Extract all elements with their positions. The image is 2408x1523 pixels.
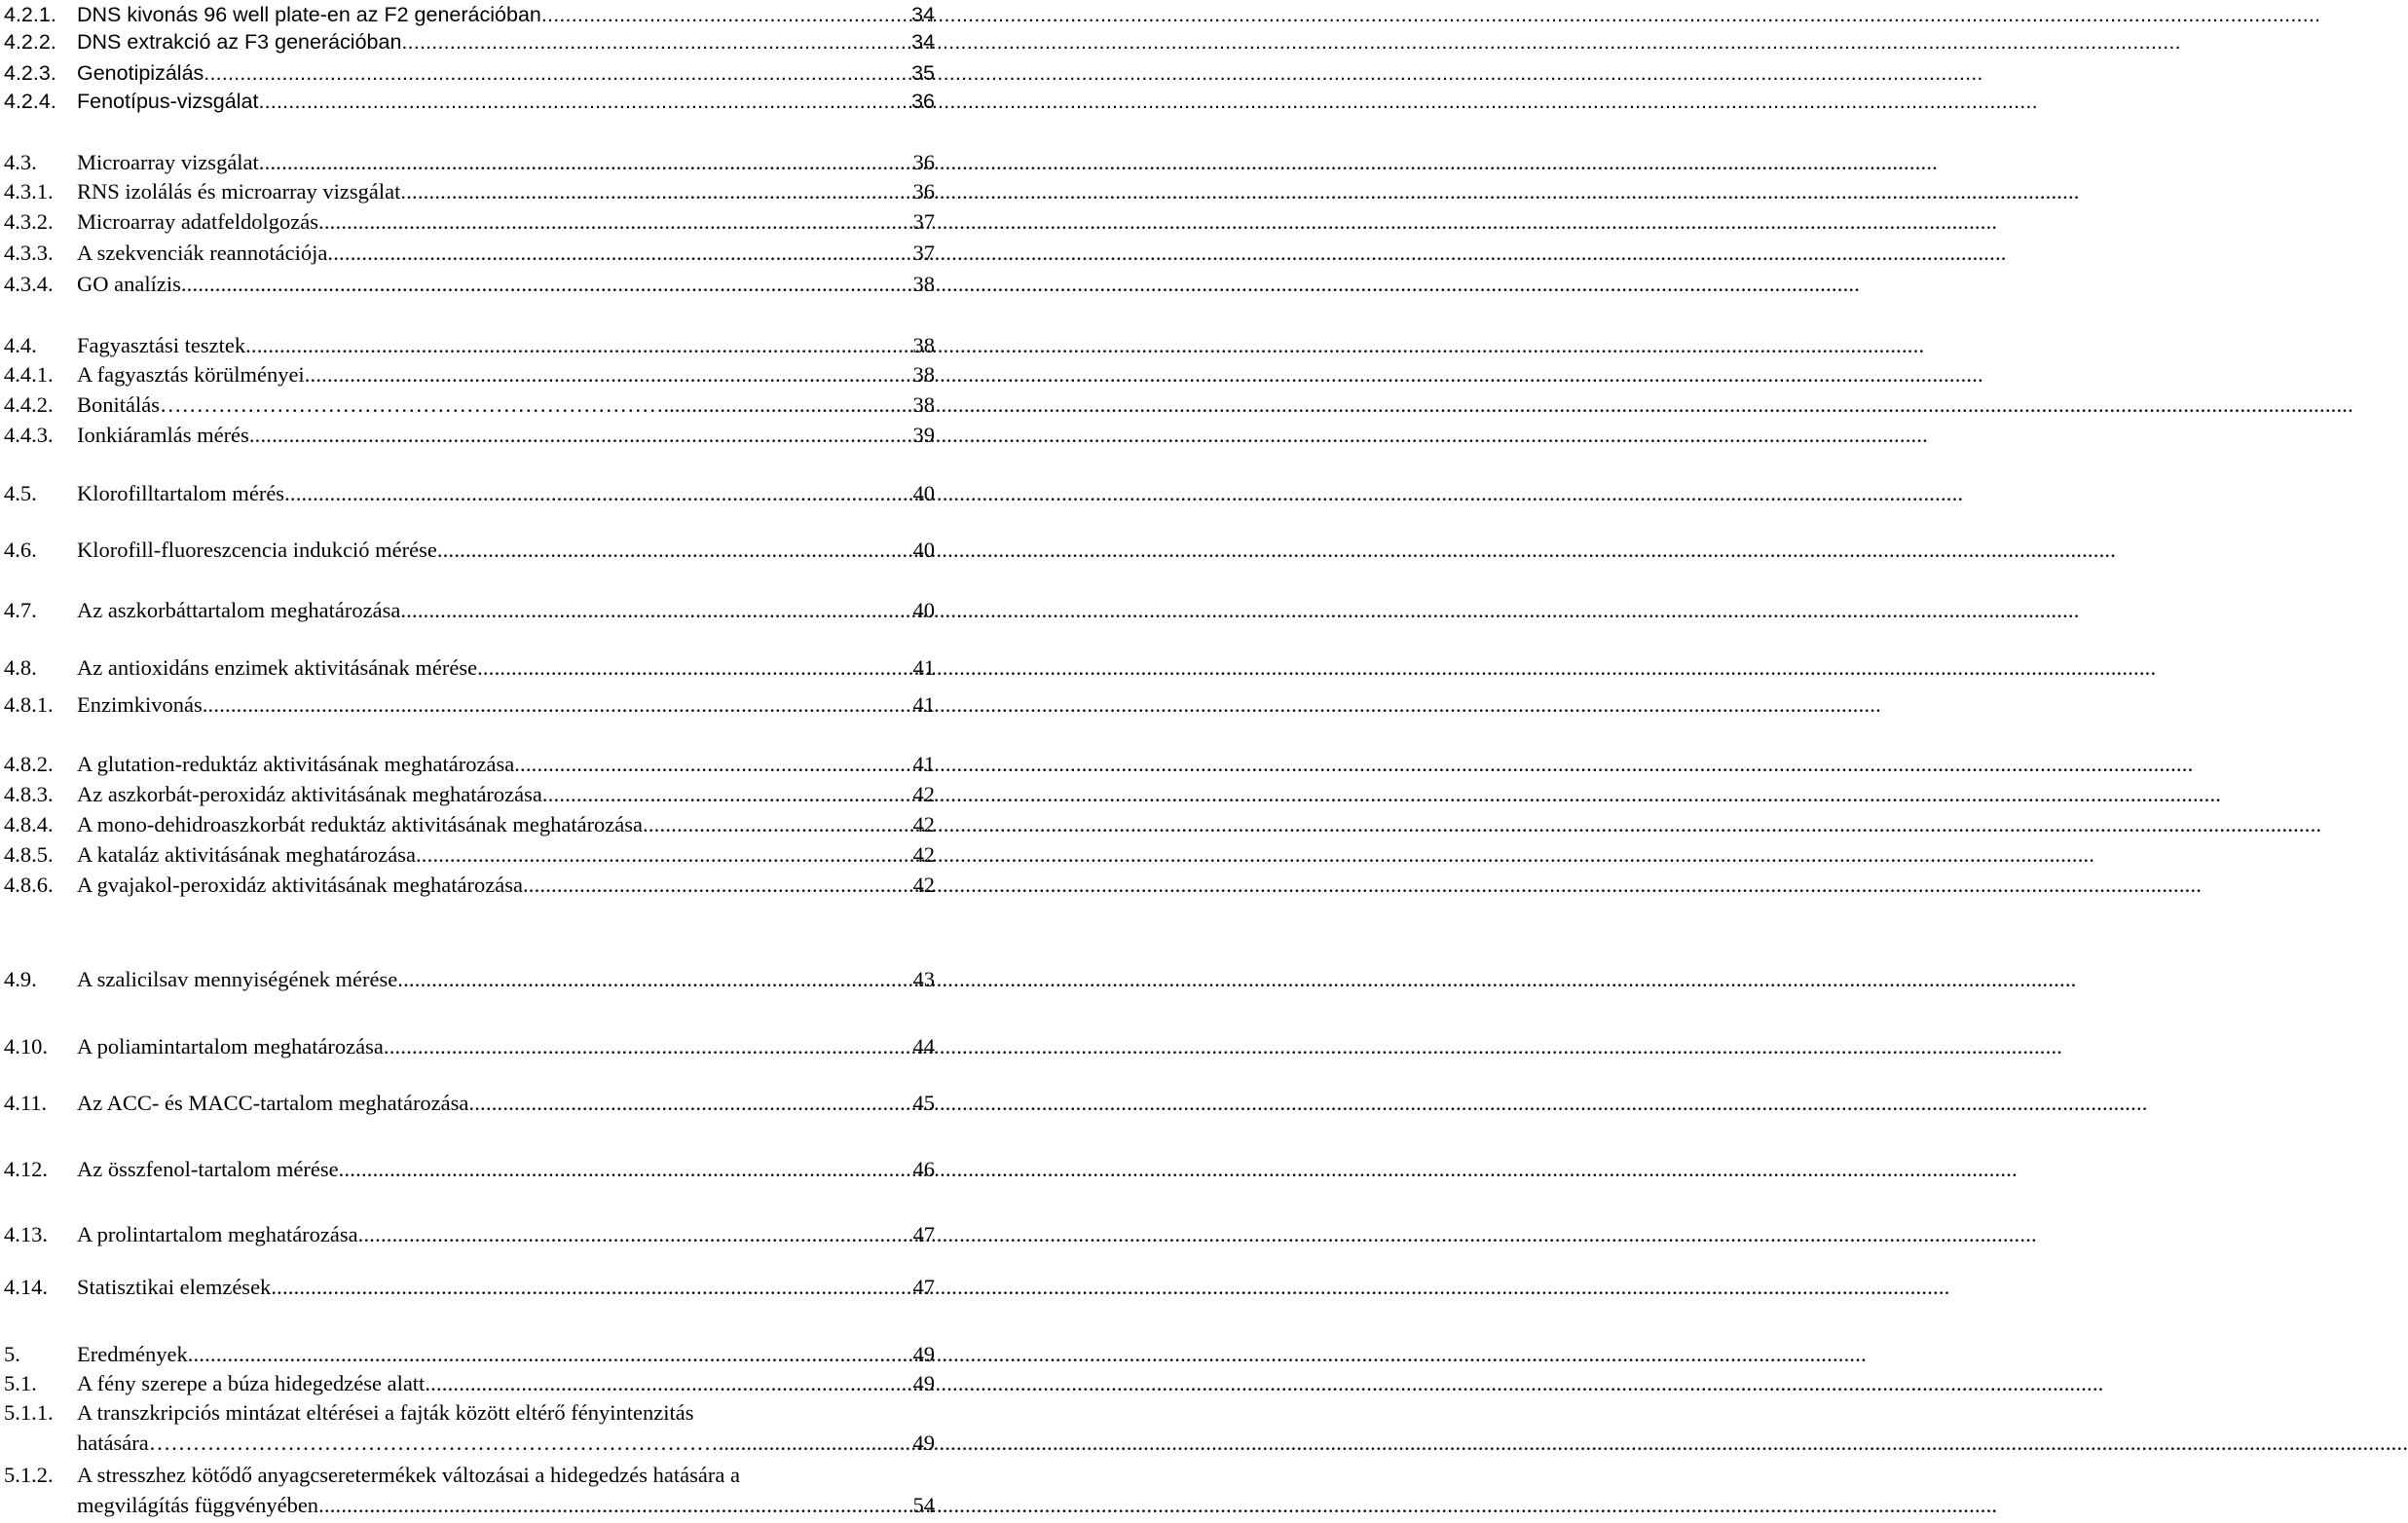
toc-entry-line	[77, 1460, 935, 1490]
toc-entry-number: 4.8.5.	[4, 842, 54, 867]
toc-entry-page: 42	[912, 873, 935, 897]
dot-leader	[245, 330, 911, 360]
toc-entry-line	[77, 689, 935, 720]
dot-leader	[284, 478, 911, 508]
toc-entry-page: 38	[912, 392, 935, 417]
toc-entry-title: A fagyasztás körülményei	[77, 362, 305, 387]
dot-leader	[437, 535, 912, 565]
toc-entry-line	[77, 1490, 935, 1520]
toc-entry-page: 34	[911, 30, 935, 54]
toc-entry-page: 42	[912, 782, 935, 806]
dot-leader	[542, 779, 912, 809]
toc-entry-line	[77, 176, 935, 206]
toc-entry-page: 35	[911, 61, 935, 85]
toc-entry-line	[77, 359, 935, 390]
toc-entry-number: 5.	[4, 1342, 20, 1366]
toc-entry-line	[77, 390, 935, 420]
toc-entry-line	[77, 1154, 935, 1184]
toc-entry-line	[77, 870, 935, 900]
toc-entry-title: A gvajakol-peroxidáz aktivitásának meghatározása	[77, 873, 523, 897]
toc-entry-title: DNS extrakció az F3 generációban	[77, 30, 402, 54]
toc-entry-title: Klorofilltartalom mérés	[77, 481, 285, 505]
toc-entry-number: 4.3.1.	[4, 179, 54, 204]
dot-leader	[204, 58, 910, 89]
toc-entry-line	[77, 749, 935, 779]
dot-leader	[541, 0, 910, 30]
toc-entry-page: 49	[912, 1430, 935, 1455]
toc-entry-title-continued: hatására……………………………………………………………………..	[77, 1430, 729, 1455]
toc-entry-line	[77, 478, 935, 508]
dot-leader	[181, 269, 912, 299]
toc-entry-line	[77, 330, 935, 360]
dot-leader	[358, 1219, 912, 1249]
toc-entry-page: 42	[912, 842, 935, 867]
toc-entry-number: 4.6.	[4, 538, 37, 562]
toc-entry-number: 4.8.4.	[4, 812, 54, 836]
dot-leader	[305, 359, 912, 390]
toc-entry-line	[77, 238, 935, 268]
toc-entry-page: 45	[912, 1091, 935, 1115]
toc-entry-page: 36	[911, 90, 935, 113]
toc-entry-title: A stresszhez kötődő anyagcseretermékek változásai a hidegedzés hatására a	[77, 1463, 740, 1487]
toc-entry-page: 49	[912, 1342, 935, 1366]
toc-entry-number: 4.5.	[4, 481, 37, 505]
toc-entry-page: 37	[912, 209, 935, 234]
toc-entry-page: 40	[912, 598, 935, 622]
toc-entry-number: 4.8.3.	[4, 782, 54, 806]
toc-entry-title: A szekvenciák reannotációja	[77, 241, 328, 265]
toc-entry-line	[77, 87, 935, 117]
dot-leader	[401, 27, 910, 57]
toc-entry-title: Enzimkivonás	[77, 692, 203, 717]
toc-entry-number: 4.8.6.	[4, 873, 54, 897]
toc-entry-number: 4.3.2.	[4, 209, 54, 234]
toc-entry-line	[77, 535, 935, 565]
toc-entry-page: 36	[912, 179, 935, 204]
toc-entry-number: 4.2.4.	[4, 90, 56, 113]
toc-entry-title: Eredmények	[77, 1342, 188, 1366]
toc-entry-page: 43	[912, 967, 935, 991]
toc-entry-title: Ionkiáramlás mérés	[77, 423, 249, 447]
toc-entry-line	[77, 58, 935, 89]
dot-leader	[397, 964, 911, 994]
dot-leader	[259, 147, 912, 177]
dot-leader	[514, 749, 911, 779]
toc-entry-title: A prolintartalom meghatározása	[77, 1222, 358, 1246]
dot-leader	[523, 870, 912, 900]
toc-entry-line	[77, 420, 935, 450]
toc-entry-line	[77, 1088, 935, 1118]
toc-entry-line	[77, 1272, 935, 1302]
toc-entry-page: 41	[912, 655, 935, 680]
toc-entry-line	[77, 1397, 935, 1428]
dot-leader	[477, 652, 911, 683]
toc-entry-line	[77, 1368, 935, 1398]
toc-entry-page: 34	[911, 3, 935, 26]
toc-entry-title: RNS izolálás és microarray vizsgálat	[77, 179, 401, 204]
toc-entry-title: A fény szerepe a búza hidegedzése alatt	[77, 1371, 426, 1395]
toc-entry-title-continued: megvilágítás függvényében	[77, 1493, 319, 1517]
toc-entry-title: A szalicilsav mennyiségének mérése	[77, 967, 398, 991]
toc-entry-title: A poliamintartalom meghatározása	[77, 1034, 384, 1059]
dot-leader	[271, 1272, 911, 1302]
toc-entry-page: 54	[912, 1493, 935, 1517]
toc-entry-title: Az aszkorbát-peroxidáz aktivitásának meghatározása	[77, 782, 542, 806]
toc-entry-number: 5.1.	[4, 1371, 37, 1395]
dot-leader	[384, 1031, 912, 1061]
toc-entry-number: 4.13.	[4, 1222, 48, 1246]
toc-entry-line	[77, 1031, 935, 1061]
toc-entry-number: 4.4.2.	[4, 392, 54, 417]
toc-entry-number: 4.4.	[4, 333, 37, 357]
toc-entry-title: A mono-dehidroaszkorbát reduktáz aktivitásának meghatározása	[77, 812, 644, 836]
toc-entry-number: 5.1.1.	[4, 1400, 54, 1425]
toc-entry-number: 4.2.3.	[4, 61, 56, 85]
toc-entry-number: 4.3.	[4, 150, 37, 174]
toc-entry-number: 4.3.4.	[4, 272, 54, 296]
toc-entry-number: 4.11.	[4, 1091, 48, 1115]
toc-entry-title: DNS kivonás 96 well plate-en az F2 generációban	[77, 3, 541, 26]
toc-entry-line	[77, 652, 935, 683]
dot-leader	[400, 595, 911, 625]
toc-entry-line	[77, 1339, 935, 1369]
toc-entry-page: 46	[912, 1157, 935, 1181]
toc-entry-title: A transzkripciós mintázat eltérései a fajták között eltérő fényintenzitás	[77, 1400, 694, 1425]
toc-entry-page: 40	[912, 481, 935, 505]
toc-entry-title: A kataláz aktivitásának meghatározása	[77, 842, 416, 867]
toc-entry-title: Bonitálás……………………………………………………………..	[77, 392, 675, 417]
toc-entry-line	[77, 1219, 935, 1249]
toc-entry-number: 4.8.2.	[4, 752, 54, 776]
toc-entry-number: 4.8.1.	[4, 692, 54, 717]
toc-entry-page: 39	[912, 423, 935, 447]
toc-entry-line	[77, 595, 935, 625]
toc-entry[interactable]	[4, 1397, 935, 1458]
toc-entry-page: 42	[912, 812, 935, 836]
toc-entry-line	[77, 147, 935, 177]
dot-leader	[203, 689, 912, 720]
dot-leader	[643, 809, 911, 839]
toc-entry-page: 38	[912, 362, 935, 387]
toc-entry-number: 4.3.3.	[4, 241, 54, 265]
toc-entry-title: A glutation-reduktáz aktivitásának meghatározása	[77, 752, 515, 776]
toc-entry-page: 47	[912, 1222, 935, 1246]
toc-entry-title: Fagyasztási tesztek	[77, 333, 246, 357]
dot-leader	[468, 1088, 911, 1118]
toc-entry-title: Klorofill-fluoreszcencia indukció mérése	[77, 538, 437, 562]
toc-entry-title: Az antioxidáns enzimek aktivitásának mérése	[77, 655, 478, 680]
dot-leader	[339, 1154, 912, 1184]
toc-entry[interactable]	[4, 1460, 935, 1520]
toc-entry-line	[77, 839, 935, 870]
toc-entry-title: Genotipizálás	[77, 61, 204, 85]
toc-entry-number: 4.8.	[4, 655, 37, 680]
toc-entry-line	[77, 809, 935, 839]
toc-entry-number: 4.4.3.	[4, 423, 54, 447]
toc-entry-title: Fenotípus-vizsgálat	[77, 90, 259, 113]
toc-entry-title: Az ACC- és MACC-tartalom meghatározása	[77, 1091, 469, 1115]
toc-entry-line	[77, 0, 935, 30]
toc-entry-page: 49	[912, 1371, 935, 1395]
dot-leader	[188, 1339, 912, 1369]
toc-entry-number: 4.9.	[4, 967, 37, 991]
toc-entry-page: 44	[912, 1034, 935, 1059]
toc-entry-page: 40	[912, 538, 935, 562]
toc-entry-title: GO analízis	[77, 272, 181, 296]
toc-entry-line	[77, 1428, 935, 1458]
dot-leader	[249, 420, 912, 450]
toc-entry-title: Microarray vizsgálat	[77, 150, 259, 174]
dot-leader	[729, 1428, 912, 1458]
dot-leader	[675, 390, 912, 420]
toc-entry-number: 4.7.	[4, 598, 37, 622]
toc-entry-line	[77, 779, 935, 809]
dot-leader	[327, 238, 911, 268]
toc-entry-page: 37	[912, 241, 935, 265]
toc-entry-number: 4.4.1.	[4, 362, 54, 387]
toc-entry-line	[77, 964, 935, 994]
toc-entry-page: 38	[912, 333, 935, 357]
toc-entry-line	[77, 206, 935, 237]
toc-entry-number: 5.1.2.	[4, 1463, 54, 1487]
toc-entry-line	[77, 269, 935, 299]
toc-entry-page: 38	[912, 272, 935, 296]
toc-entry-page: 41	[912, 692, 935, 717]
toc-entry-number: 4.12.	[4, 1157, 48, 1181]
toc-entry-line	[77, 27, 935, 57]
toc-entry-number: 4.2.2.	[4, 30, 56, 54]
dot-leader	[416, 839, 912, 870]
table-of-contents	[0, 0, 935, 1523]
dot-leader	[258, 87, 910, 117]
toc-entry-number: 4.2.1.	[4, 3, 56, 26]
toc-entry-title: Az aszkorbáttartalom meghatározása	[77, 598, 401, 622]
toc-entry-title: Microarray adatfeldolgozás	[77, 209, 319, 234]
toc-entry-number: 4.10.	[4, 1034, 48, 1059]
dot-leader	[318, 1490, 911, 1520]
toc-entry-title: Statisztikai elemzések	[77, 1275, 272, 1299]
toc-entry-number: 4.14.	[4, 1275, 48, 1299]
dot-leader	[425, 1368, 911, 1398]
toc-entry-title: Az összfenol-tartalom mérése	[77, 1157, 339, 1181]
toc-entry-page: 47	[912, 1275, 935, 1299]
dot-leader	[318, 206, 911, 237]
dot-leader	[400, 176, 911, 206]
toc-entry-page: 36	[912, 150, 935, 174]
toc-entry-page: 41	[912, 752, 935, 776]
